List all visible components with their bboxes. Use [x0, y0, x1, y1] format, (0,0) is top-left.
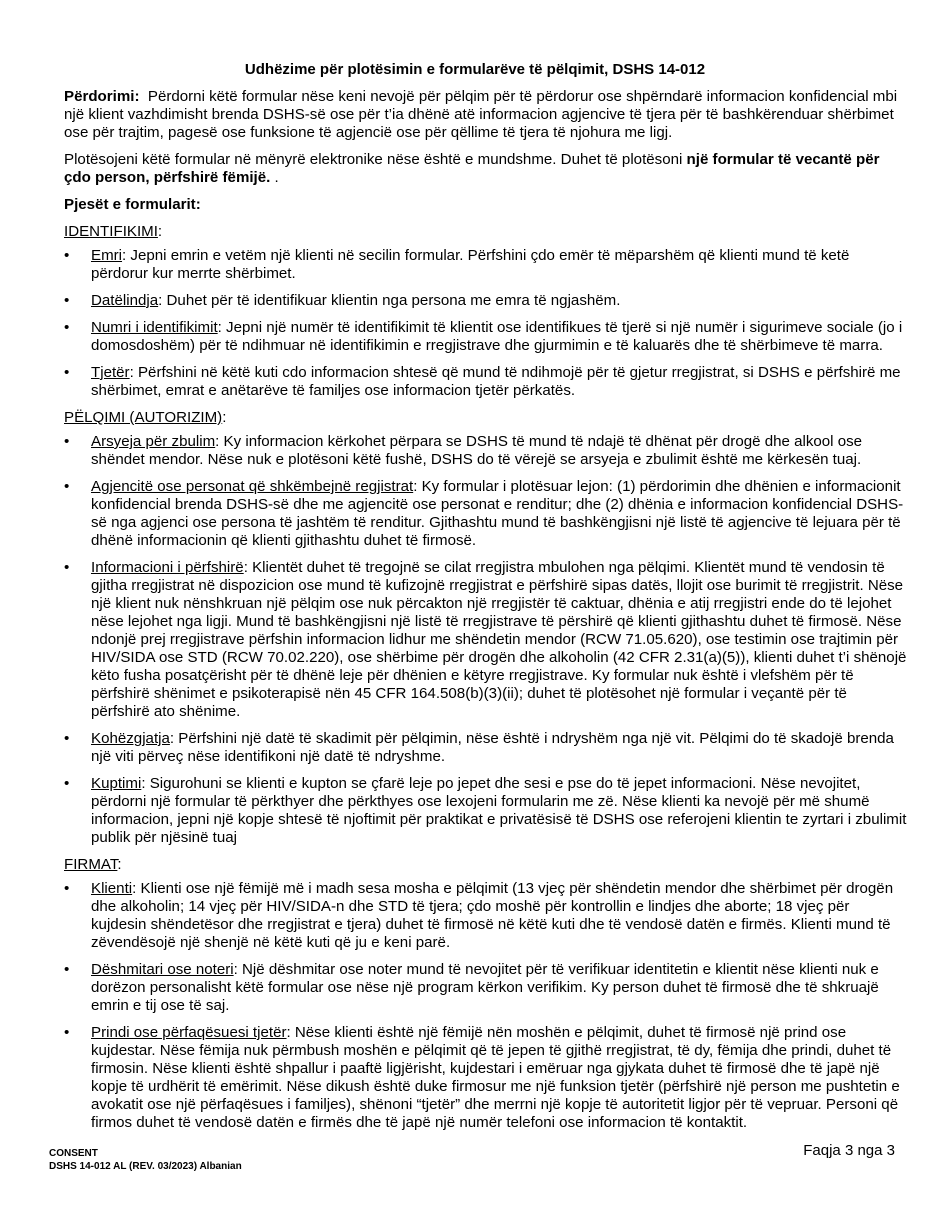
bullet-item — [64, 1024, 907, 1132]
bullet-icon: • — [64, 364, 70, 381]
page-number: Faqja 3 nga 3 — [803, 1142, 895, 1159]
bullet-item — [64, 961, 907, 1015]
item-term: Datëlindja — [91, 292, 159, 309]
document-title: Udhëzime për plotësimin e formularëve të pëlqimit, DSHS 14-012 — [244, 61, 706, 78]
item-term: Dëshmitari ose noteri — [91, 961, 234, 978]
bullet-list — [64, 880, 907, 1132]
bullet-item — [64, 478, 907, 550]
section-heading — [64, 409, 907, 427]
item-text: : Ky informacion kërkohet përpara se DSHS të mund të ndajë të dhënat për drogë dhe alkool ose shëndet mendor. Nëse nuk e plotësoni këtë fushë, DSHS do të vërejë se arsyeja e zbulimit është me kërkesën tuaj. — [91, 433, 863, 468]
fill-end: . — [270, 169, 279, 186]
item-text: : Sigurohuni se klienti e kupton se çfarë leje po jepet dhe sesi e pse do të jepet informacioni. Nëse nevojitet, përdorni një formular të përkthyer dhe përkthyes ose lexojeni formularin me zë. Nëse klienti ka nevojë për më shumë informacion, jepni një kopje shtesë të njoftimit për praktikat e privatësisë të DSHS ose referojeni klientin te zyrtari i zbulimit publik për njësinë tuaj — [91, 775, 907, 846]
bullet-item — [64, 319, 907, 355]
bullet-item — [64, 559, 907, 721]
item-text: : Klienti ose një fëmijë më i madh sesa mosha e pëlqimit (13 vjeç për shëndetin mendor dhe shërbimet për drogën dhe alkoholin; 14 vjeç për HIV/SIDA-n dhe STD të tjera; çdo moshë për kontrollin e lindjes dhe aborte; 18 vjeç për kujdesin shëndetësor dhe rregjistrat e tjera) duhet të firmosë në këtë kuti dhe të vendosë datën e firmës. Klienti mund të zëvendësojë një shenjë në këtë kuti që ju e keni parë. — [91, 880, 894, 951]
item-term: Agjencitë ose personat që shkëmbejnë regjistrat — [91, 478, 414, 495]
item-text: : Përfshini në këtë kuti cdo informacion shtesë që mund të ndihmojë për të gjetur rregjistrat, si DSHS e përfshirë me shërbimet, emrat e anëtarëve të familjes ose informacion tjetër përkatës. — [91, 364, 901, 399]
bullet-list — [64, 247, 907, 400]
section-heading-text: IDENTIFIKIMI — [64, 223, 158, 240]
bullet-icon: • — [64, 319, 70, 336]
bullet-item — [64, 880, 907, 952]
bullet-icon: • — [64, 880, 70, 897]
footer-form-code: DSHS 14-012 AL (REV. 03/2023) Albanian — [49, 1161, 242, 1172]
footer-form-info — [49, 1147, 242, 1173]
bullet-item — [64, 433, 907, 469]
bullet-icon: • — [64, 478, 70, 495]
section-heading-text: FIRMAT — [64, 856, 118, 873]
bullet-icon: • — [64, 775, 70, 792]
section-heading-text: PËLQIMI (AUTORIZIM) — [64, 409, 223, 426]
bullet-item — [64, 730, 907, 766]
item-text: : Jepni një numër të identifikimit të klientit ose identifikues të tjerë si një numër i sigurimeve sociale (jo i domosdoshëm) për të ndihmuar në identifikimin e rregjistrave dhe gjurmimin e të kaluarës dhe të shërbimeve të marra. — [91, 319, 903, 354]
section-heading-colon: : — [157, 223, 163, 240]
bullet-icon: • — [64, 247, 70, 264]
item-text: : Klientët duhet të tregojnë se cilat rregjistra mbulohen nga pëlqimi. Klientët mund të vendosin të gjitha rregjistrat në dispozicion ose mund të kufizojnë rregjistrat e përfshirë sipas datës, llojit ose burimit të rregjistrit. Nëse një klient nuk nënshkruan një pëlqim ose nuk përcakton një rregjistër të caktuar, dhënia e atij rregjistri ende do të lejohet nëse lejohet nga ligji. Mund të bashkëngjisni një listë të rregjistrave të përshirë që klienti gjithashtu duhet të firmosë. Nëse ndonjë prej rregjistrave përfshin informacion lidhur me shëndetin mendor (RCW 71.05.620), ose testimin ose trajtimin për HIV/SIDA ose STD (RCW 70.02.220), ose shërbime për drogën dhe alkoholin (42 CFR 2.31(a)(5)), klienti duhet t’i shënojë këto fusha posatçërisht për të dhënë leje për dhënien e këtyre rregjistrave. Ky formular nuk është i vlefshëm për të përfshirë shënimet e psikoterapisë nën 45 CFR 164.508(b)(3)(ii); duhet të plotësohet një formular i veçantë për të përfshirë ato shënime. — [91, 559, 907, 720]
fill-bold-text: një formular të vecantë për çdo person, përfshirë fëmijë. — [64, 151, 880, 186]
item-text: : Ky formular i plotësuar lejon: (1) përdorimin dhe dhënien e informacionit konfidencial brenda DSHS-së dhe me agjencitë ose personat e renditur; dhe (2) dhënia e informacion konfidencial DSHS-së nga agjenci ose persona të jashtëm të renditur. Gjithashtu mund të bashkëngjisni një listë të agjencive të lejuara për të dhënë informacionin që klienti gjithashtu duhet të firmosë. — [91, 478, 904, 549]
bullet-icon: • — [64, 961, 70, 978]
section-heading — [64, 223, 907, 241]
item-term: Kohëzgjatja — [91, 730, 170, 747]
item-term: Klienti — [91, 880, 133, 897]
item-term: Arsyeja për zbulim — [91, 433, 216, 450]
bullet-item — [64, 292, 907, 310]
bullet-item — [64, 247, 907, 283]
item-term: Prindi ose përfaqësuesi tjetër — [91, 1024, 287, 1041]
bullet-icon: • — [64, 559, 70, 576]
section-heading — [64, 856, 907, 874]
fill-text: Plotësojeni këtë formular në mënyrë elektronike nëse është e mundshme. Duhet të plotësoni — [64, 151, 687, 168]
section-heading-colon: : — [222, 409, 227, 426]
bullet-icon: • — [64, 1024, 70, 1041]
item-term: Emri — [91, 247, 123, 264]
bullet-icon: • — [64, 433, 70, 450]
fill-paragraph — [64, 151, 907, 187]
usage-text: Përdorni këtë formular nëse keni nevojë për pëlqim për të përdorur ose shpërndarë informacion konfidencial mbi një klient vazhdimisht brenda DSHS-së ose për t’ia dhënë atë informacion agjencive të tjera për të bashkërenduar shërbimet ose për trajtim, pagesë ose funksione të agjencië ose për qëllime të tjera të njohura me ligj. — [64, 88, 898, 141]
usage-paragraph — [64, 88, 907, 142]
bullet-item — [64, 775, 907, 847]
item-text: : Një dëshmitar ose noter mund të nevojitet për të verifikuar identitetin e klientit nëse klienti nuk e dorëzon personalisht këtë formular ose nëse një program kërkon verifikim. Ky person duhet të firmosë dhe të shkruajë emrin e tij ose të saj. — [91, 961, 879, 1014]
sections-container — [64, 223, 907, 1132]
bullet-item — [64, 364, 907, 400]
bullet-icon: • — [64, 292, 70, 309]
item-term: Numri i identifikimit — [91, 319, 218, 336]
section-heading-colon: : — [117, 856, 122, 873]
bullet-list — [64, 433, 907, 847]
item-text: : Nëse klienti është një fëmijë nën moshën e pëlqimit, duhet të firmosë një prind ose kujdestar. Nëse fëmija nuk përmbush moshën e pëlqimit që të jepen të gjithë rregjistrat, të dy, fëmija dhe prindi, duhet të firmosin. Nëse klienti është shpallur i paaftë ligjërisht, kujdestari i emëruar nga gjykata duhet të firmosë dhe të japë një kopje të urdhërit të emërimit. Nëse dikush është duke firmosur me një funksion tjetër (përfshirë një person me pushtetin e avokatit ose një përfaqësues i familjes), shënoni “tjetër” dhe merrni një kopje të autoritetit ligjor për të vepruar. Personi që firmos duhet të vendosë datën e firmës dhe të japë një numër telefoni ose informacion të kontaktit. — [91, 1024, 900, 1131]
footer-form-name: CONSENT — [49, 1148, 98, 1159]
item-term: Informacioni i përfshirë — [91, 559, 244, 576]
bullet-icon: • — [64, 730, 70, 747]
item-text: : Përfshini një datë të skadimit për pëlqimin, nëse është i ndryshëm nga një vit. Pëlqimi do të skadojë brenda një viti përveç nëse identifikoni një datë të ndryshme. — [91, 730, 894, 765]
document-body — [64, 88, 907, 1141]
usage-label: Përdorimi: — [64, 88, 140, 105]
item-term: Kuptimi — [91, 775, 142, 792]
item-text: : Duhet për të identifikuar klientin nga persona me emra të ngjashëm. — [158, 292, 621, 309]
item-term: Tjetër — [91, 364, 130, 381]
item-text: : Jepni emrin e vetëm një klienti në secilin formular. Përfshini çdo emër të mëparshëm që klienti mund të ketë përdorur kur merrte shërbimet. — [91, 247, 850, 282]
parts-heading: Pjesët e formularit: — [64, 196, 201, 213]
